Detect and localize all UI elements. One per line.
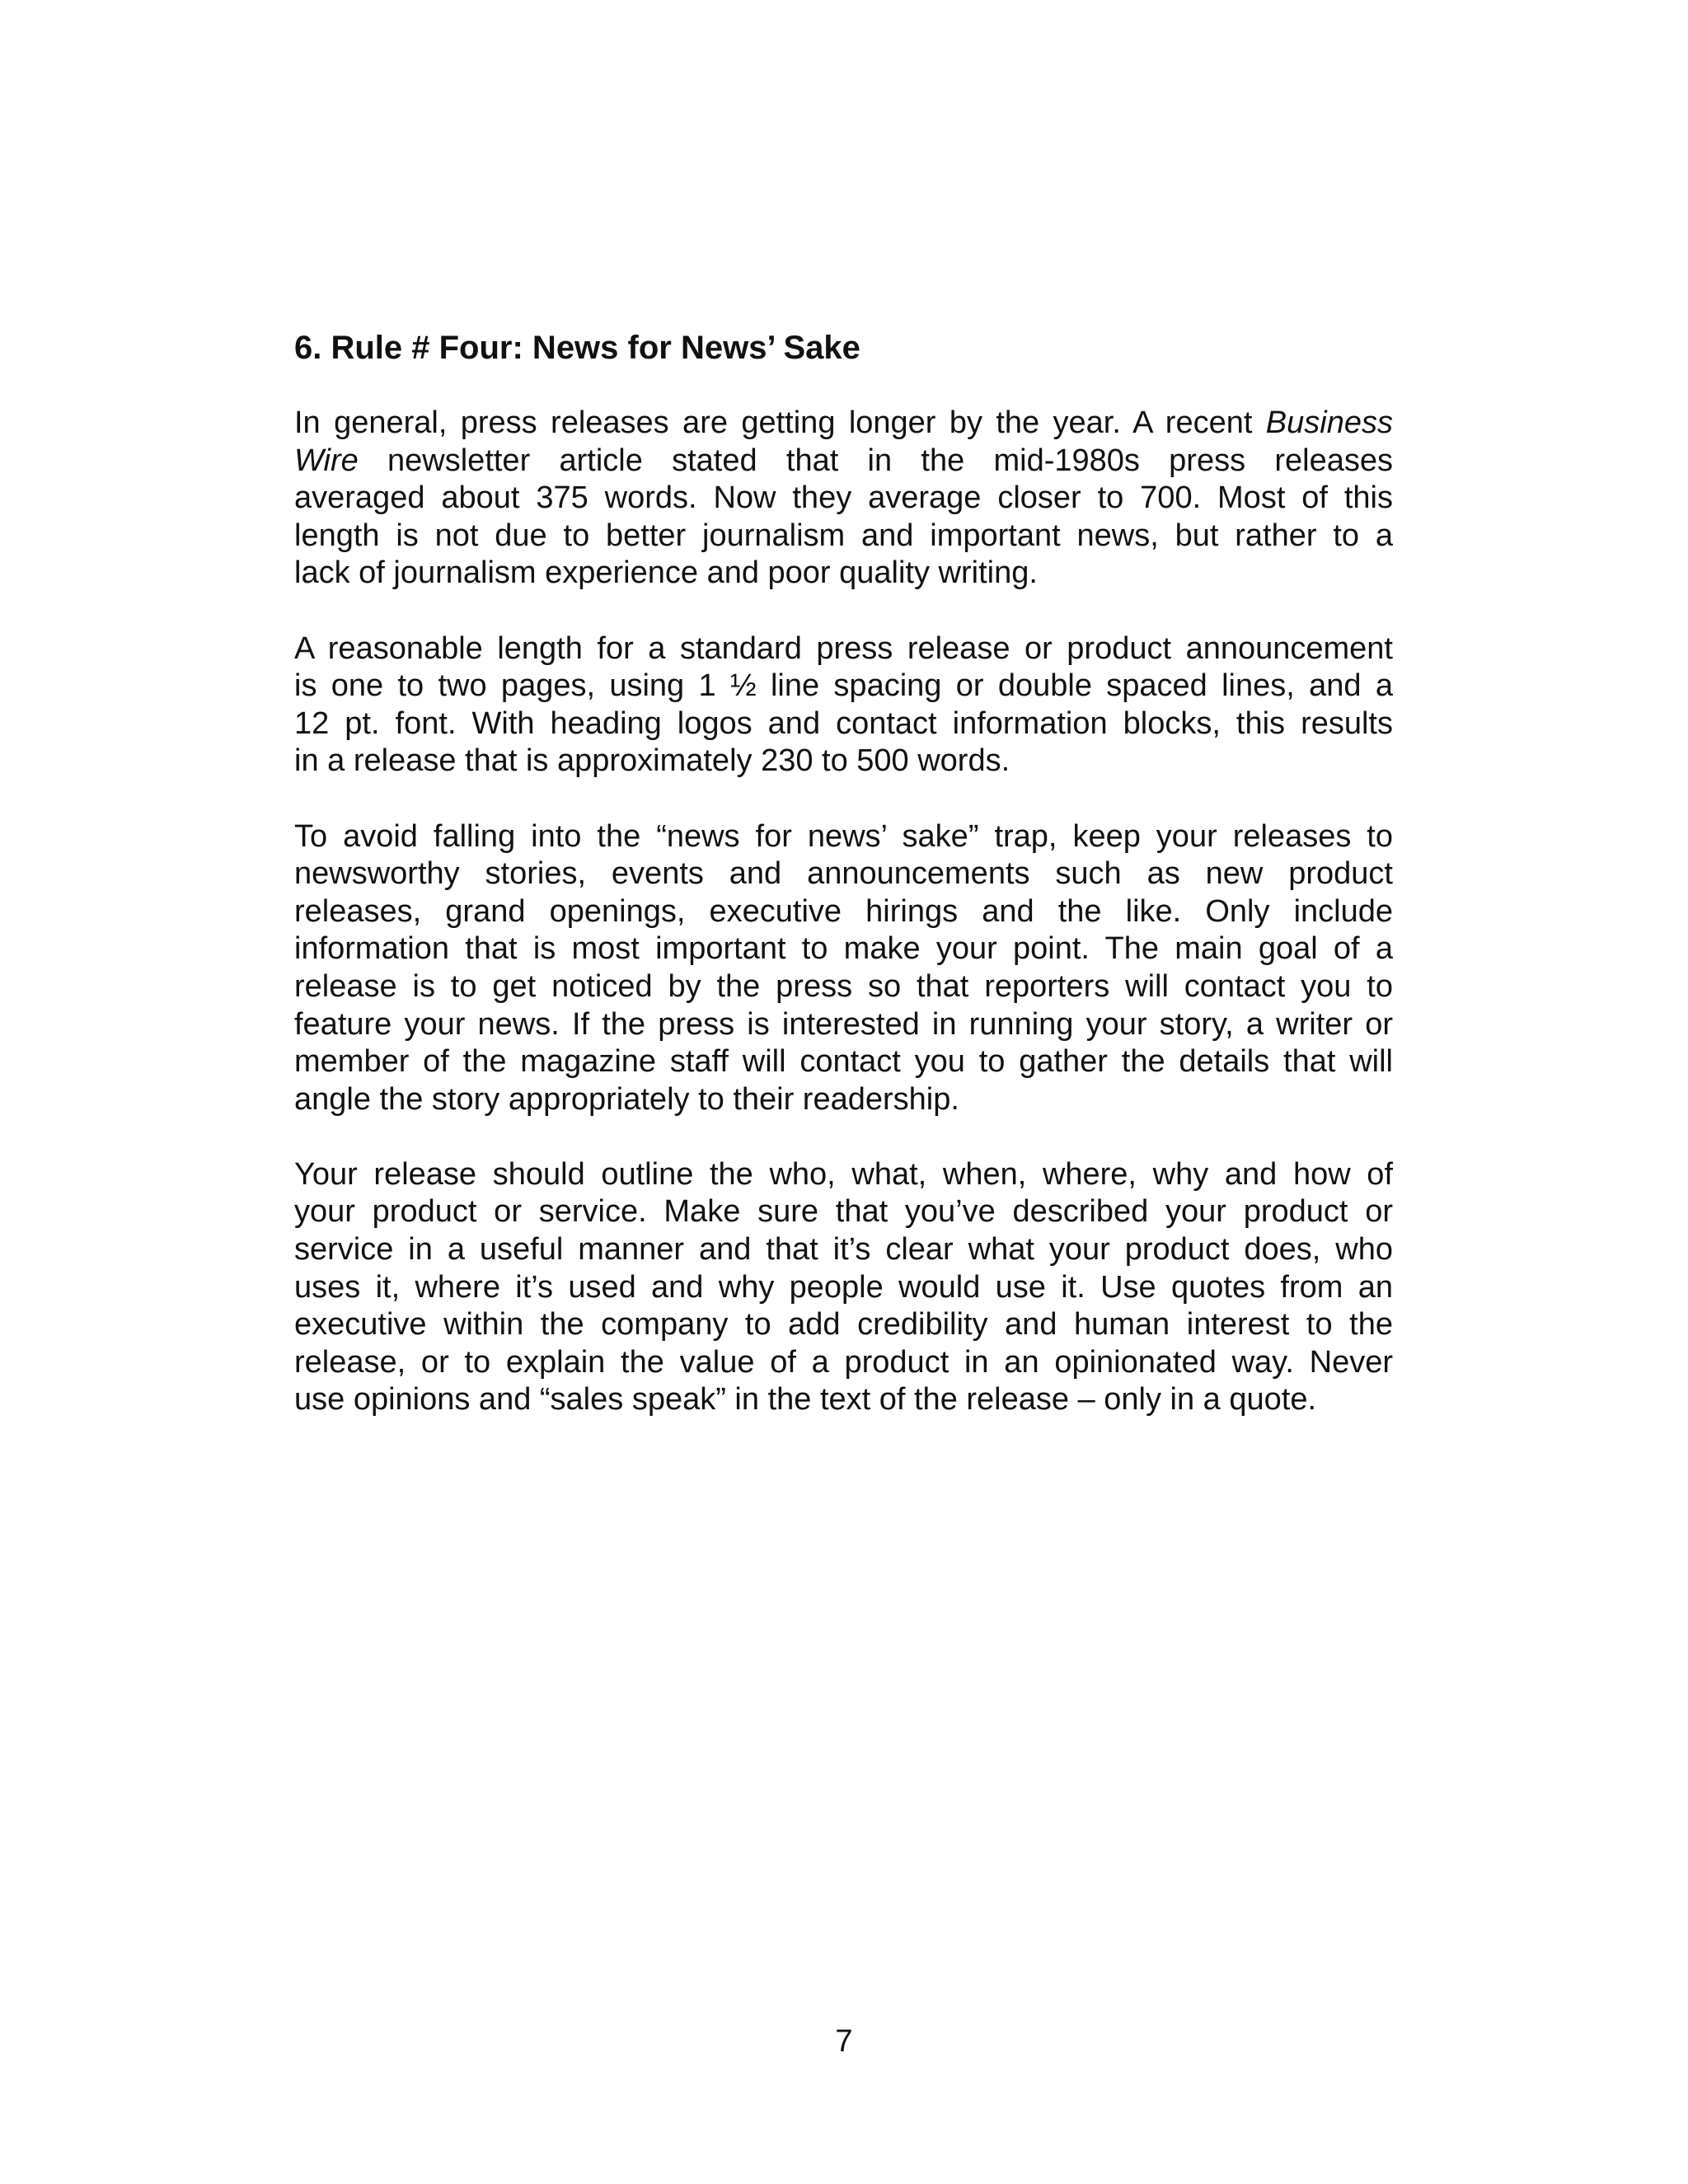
text-run: 12 pt. font. With heading logos and contact information blocks, this results xyxy=(294,705,1393,741)
text-line xyxy=(294,1306,1393,1344)
text-line xyxy=(294,1156,1393,1194)
text-line xyxy=(294,1269,1393,1307)
text-run: angle the story appropriately to their readership. xyxy=(294,1081,959,1117)
text-line xyxy=(294,443,1393,480)
italic-text: Business xyxy=(1265,405,1393,440)
text-run: information that is most important to make your point. The main goal of a xyxy=(294,931,1393,967)
text-line xyxy=(294,1006,1393,1044)
text-run: release, or to explain the value of a product in an opinionated way. Never xyxy=(294,1344,1393,1380)
text-line xyxy=(294,930,1393,968)
paragraph xyxy=(294,405,1393,593)
text-line xyxy=(294,1231,1393,1269)
text-line xyxy=(294,855,1393,893)
text-line xyxy=(294,668,1393,705)
text-run: Your release should outline the who, what, when, where, why and how of xyxy=(294,1156,1393,1192)
text-run: your product or service. Make sure that you’ve described your product or xyxy=(294,1194,1393,1230)
text-run: newsworthy stories, events and announcements such as new product xyxy=(294,856,1393,892)
paragraph xyxy=(294,818,1393,1119)
text-run: use opinions and “sales speak” in the text of the release – only in a quote. xyxy=(294,1382,1317,1418)
text-run: To avoid falling into the “news for news’ sake” trap, keep your releases to xyxy=(294,818,1393,854)
text-line xyxy=(294,893,1393,931)
text-run: length is not due to better journalism and important news, but rather to a xyxy=(294,518,1393,553)
text-line xyxy=(294,705,1393,743)
paragraph xyxy=(294,630,1393,780)
text-run: service in a useful manner and that it’s clear what your product does, who xyxy=(294,1232,1393,1268)
text-line xyxy=(294,1081,1393,1119)
text-line xyxy=(294,518,1393,555)
section-heading: 6. Rule # Four: News for News’ Sake xyxy=(294,330,860,366)
text-run: executive within the company to add credibility and human interest to the xyxy=(294,1307,1393,1343)
text-run: release is to get noticed by the press so that reporters will contact you to xyxy=(294,968,1393,1004)
text-line xyxy=(294,1043,1393,1081)
text-line xyxy=(294,1381,1393,1419)
text-run: lack of journalism experience and poor quality writing. xyxy=(294,555,1038,591)
text-run: uses it, where it’s used and why people would use it. Use quotes from an xyxy=(294,1269,1393,1305)
page-content xyxy=(294,328,1393,1457)
text-run: In general, press releases are getting longer by the year. A recent xyxy=(294,405,1266,440)
text-line xyxy=(294,1344,1393,1382)
text-line xyxy=(294,405,1393,443)
text-line xyxy=(294,480,1393,518)
text-run: newsletter article stated that in the mid-1980s press releases xyxy=(358,443,1393,478)
body-text xyxy=(294,405,1393,1419)
text-run: averaged about 375 words. Now they average closer to 700. Most of this xyxy=(294,480,1393,516)
text-line xyxy=(294,743,1393,780)
text-run: releases, grand openings, executive hirings and the like. Only include xyxy=(294,893,1393,929)
text-line xyxy=(294,818,1393,856)
page-number: 7 xyxy=(835,2024,853,2059)
text-line xyxy=(294,968,1393,1006)
text-line xyxy=(294,1193,1393,1231)
text-line xyxy=(294,555,1393,593)
text-line xyxy=(294,630,1393,668)
text-run: in a release that is approximately 230 to 500 words. xyxy=(294,743,1010,779)
italic-text: Wire xyxy=(294,443,359,478)
text-run: feature your news. If the press is interested in running your story, a writer or xyxy=(294,1006,1393,1042)
text-run: is one to two pages, using 1 ½ line spacing or double spaced lines, and a xyxy=(294,668,1393,704)
text-run: A reasonable length for a standard press release or product announcement xyxy=(294,630,1393,666)
paragraph xyxy=(294,1156,1393,1419)
text-run: member of the magazine staff will contact you to gather the details that will xyxy=(294,1044,1393,1080)
